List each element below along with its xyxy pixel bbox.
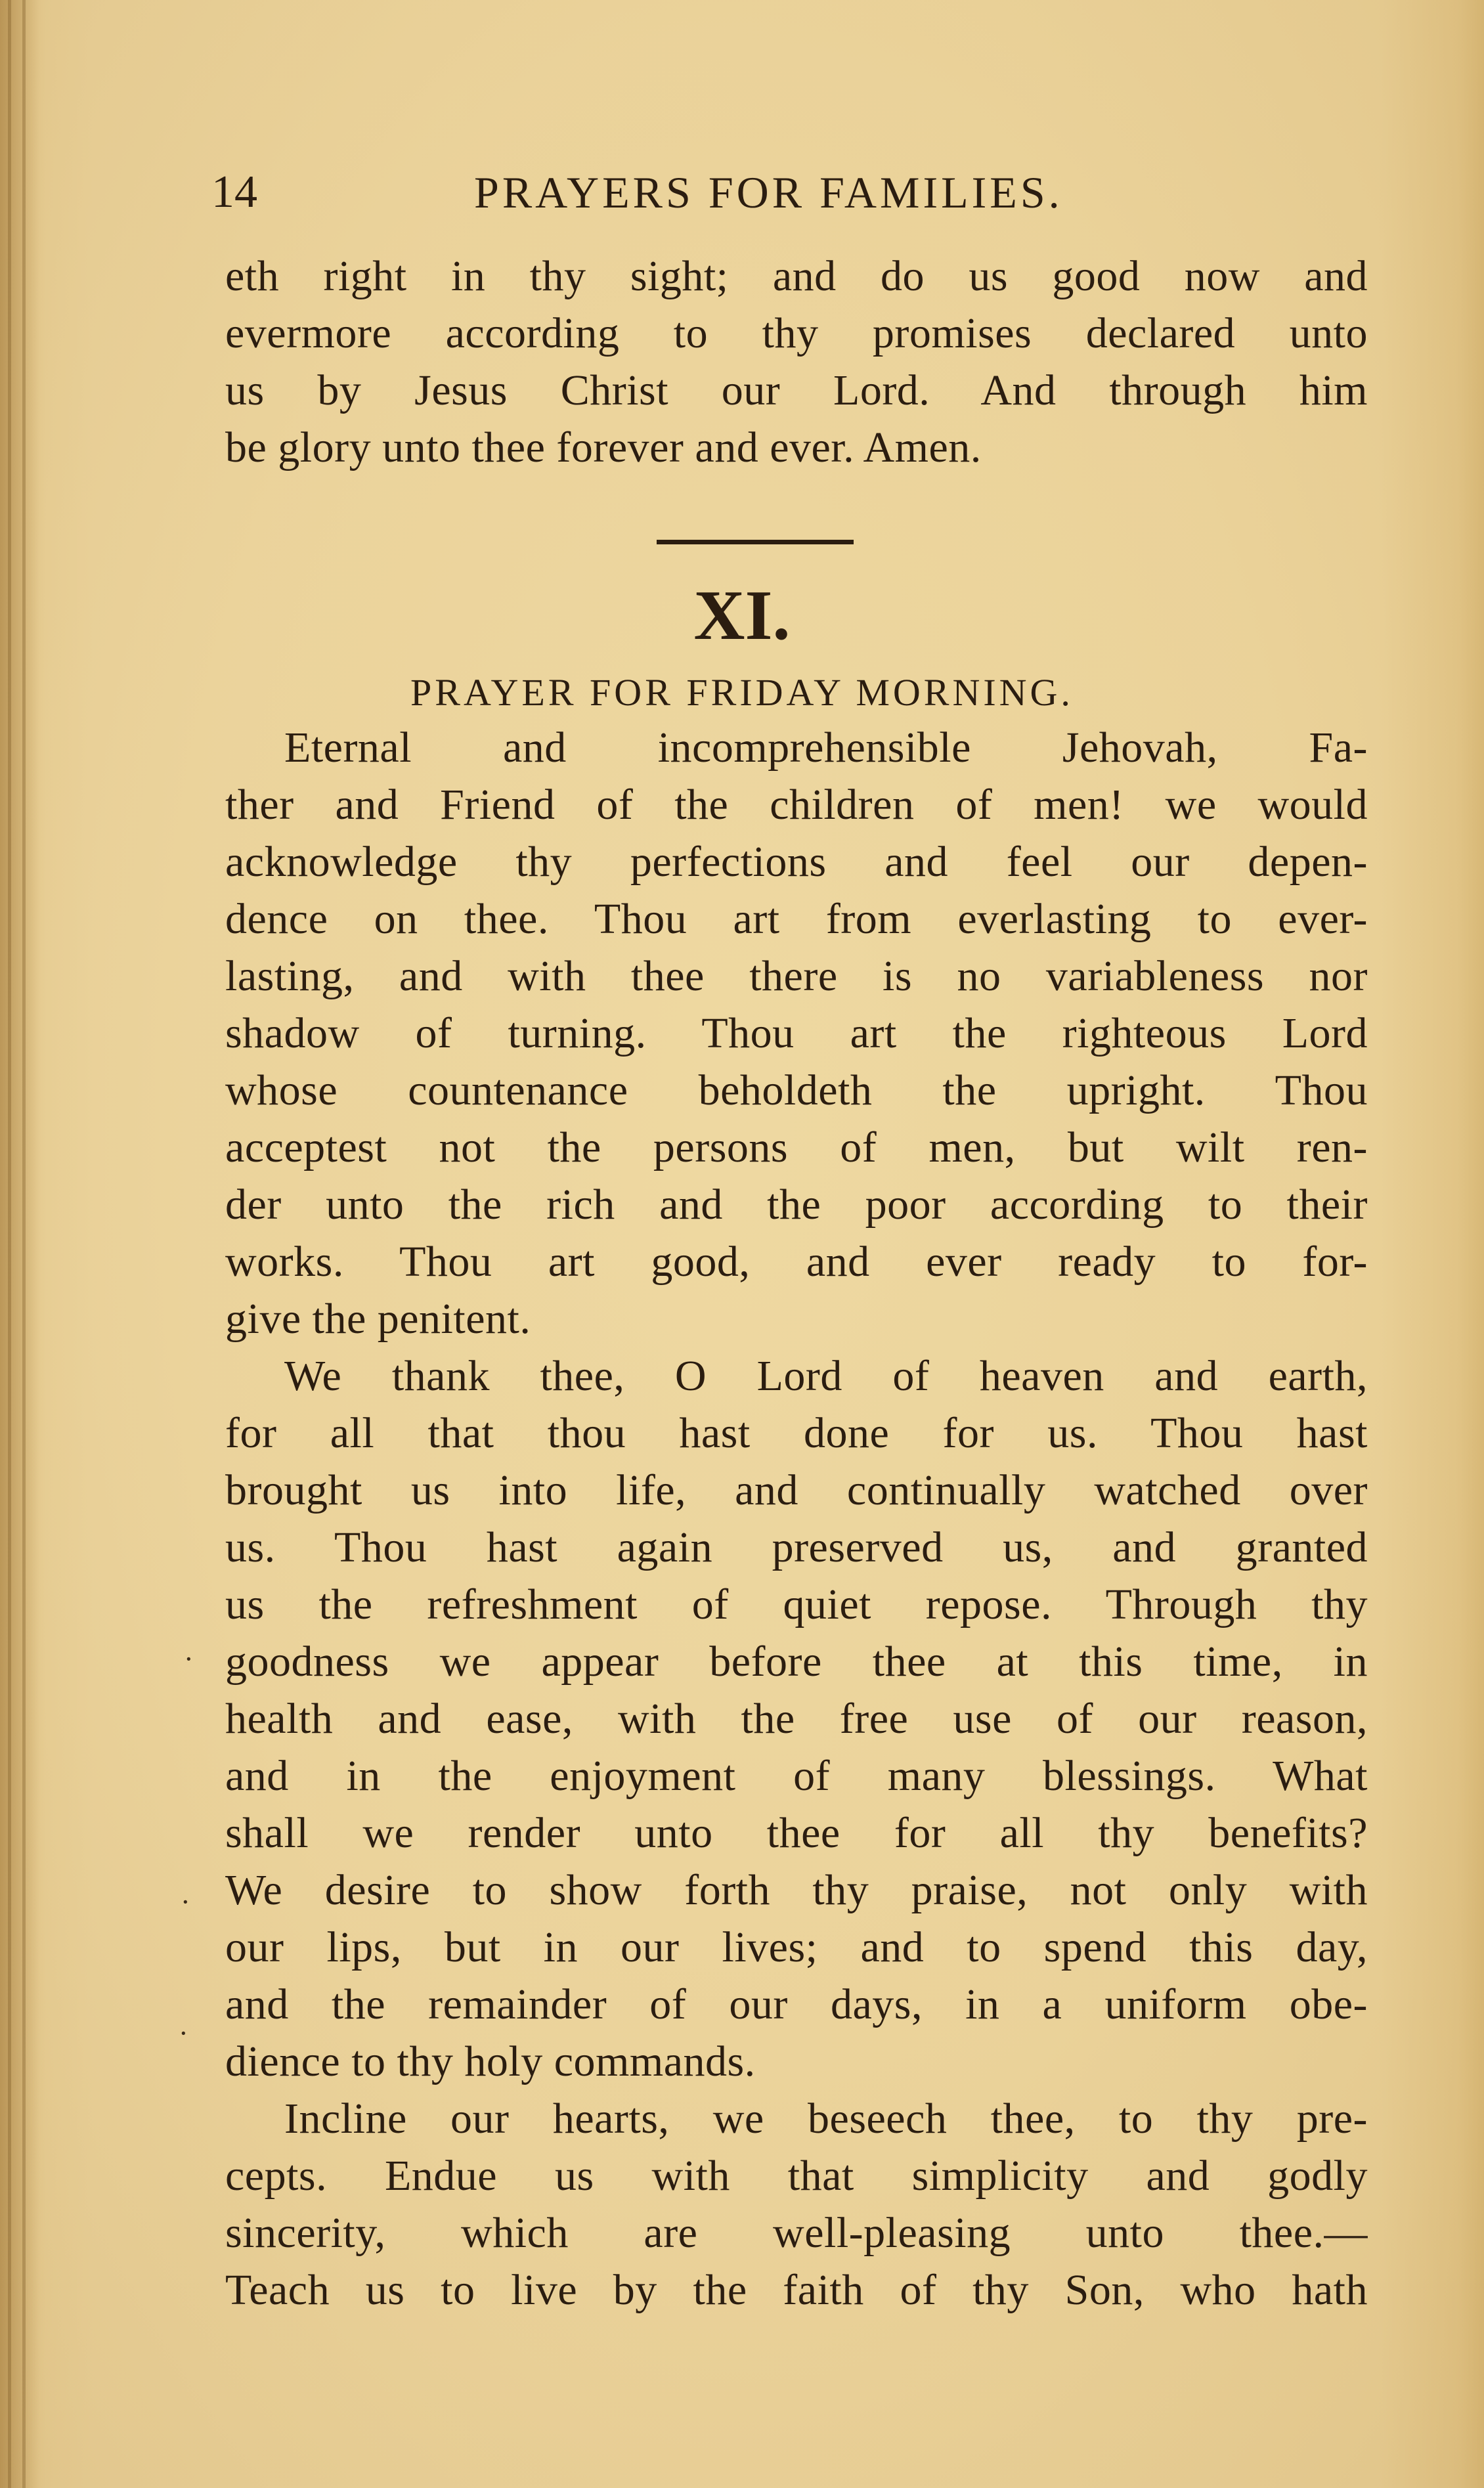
section-numeral: XI. — [693, 577, 791, 655]
text-line: der unto the rich and the poor according to their — [225, 1181, 1368, 1229]
text-line: Teach us to live by the faith of thy Son, who hath — [225, 2266, 1368, 2314]
text-line: cepts. Endue us with that simplicity and godly — [225, 2152, 1368, 2200]
text-line: sincerity, which are well-pleasing unto thee.— — [225, 2209, 1368, 2257]
text-line: evermore according to thy promises declared unto — [225, 309, 1368, 357]
gutter-line — [8, 0, 11, 2488]
text-line: health and ease, with the free use of our reason, — [225, 1695, 1368, 1743]
page-gutter-shadow — [0, 0, 39, 2488]
gutter-line — [22, 0, 26, 2488]
margin-ink-speck: · — [179, 2017, 188, 2049]
text-line: acknowledge thy perfections and feel our depen- — [225, 838, 1368, 886]
text-line: shadow of turning. Thou art the righteous Lord — [225, 1009, 1368, 1057]
text-line: Incline our hearts, we beseech thee, to thy pre- — [284, 2095, 1368, 2143]
text-line: We desire to show forth thy praise, not only with — [225, 1866, 1368, 1914]
margin-ink-speck: · — [181, 1886, 190, 1918]
page-header — [211, 163, 1131, 222]
text-line: brought us into life, and continually watched over — [225, 1466, 1368, 1514]
text-line: shall we render unto thee for all thy benefits? — [225, 1809, 1368, 1857]
paragraph-1 — [225, 719, 1368, 1347]
paragraph-3 — [225, 2090, 1368, 2319]
text-line: goodness we appear before thee at this time, in — [225, 1638, 1368, 1686]
text-line: whose countenance beholdeth the upright. Thou — [225, 1066, 1368, 1114]
text-line: be glory unto thee forever and ever. Amen. — [225, 424, 982, 471]
text-line: us by Jesus Christ our Lord. And through him — [225, 366, 1368, 414]
text-line: Eternal and incomprehensible Jehovah, Fa- — [284, 724, 1368, 772]
text-line: and in the enjoyment of many blessings. What — [225, 1752, 1368, 1800]
text-line: lasting, and with thee there is no variableness nor — [225, 952, 1368, 1000]
text-line: our lips, but in our lives; and to spend this day, — [225, 1923, 1368, 1971]
text-line: dience to thy holy commands. — [225, 2038, 756, 2085]
text-line: acceptest not the persons of men, but wilt ren- — [225, 1124, 1368, 1171]
text-line: eth right in thy sight; and do us good now and — [225, 252, 1368, 300]
text-line: works. Thou art good, and ever ready to for- — [225, 1238, 1368, 1286]
running-head: PRAYERS FOR FAMILIES. — [474, 167, 1063, 217]
text-line: for all that thou hast done for us. Thou hast — [225, 1409, 1368, 1457]
text-line: ther and Friend of the children of men! we would — [225, 781, 1368, 829]
text-line: and the remainder of our days, in a uniform obe- — [225, 1980, 1368, 2028]
paragraph-2 — [225, 1347, 1368, 2090]
text-line: us the refreshment of quiet repose. Through thy — [225, 1581, 1368, 1628]
text-line: give the penitent. — [225, 1295, 531, 1343]
text-line: us. Thou hast again preserved us, and granted — [225, 1523, 1368, 1571]
text-line: dence on thee. Thou art from everlasting to ever- — [225, 895, 1368, 943]
continuation-paragraph — [225, 248, 1368, 476]
margin-ink-speck: · — [184, 1643, 194, 1675]
page-number: 14 — [211, 167, 257, 217]
section-title: PRAYER FOR FRIDAY MORNING. — [410, 671, 1074, 714]
section-divider-rule — [657, 540, 854, 544]
text-line: We thank thee, O Lord of heaven and earth, — [284, 1352, 1368, 1400]
